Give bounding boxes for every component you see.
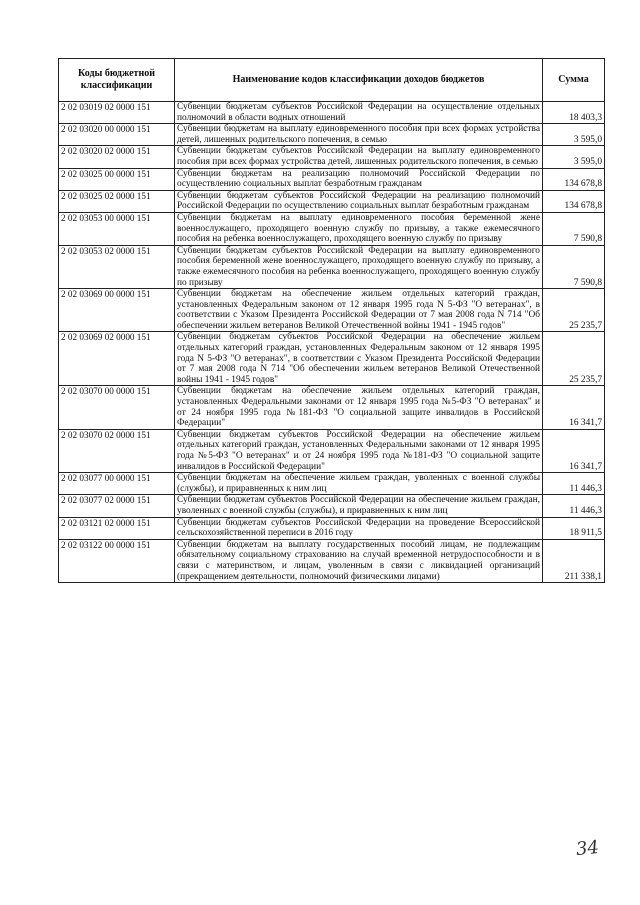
row-code: 2 02 03069 00 0000 151 [59,289,175,332]
table-body [59,102,605,583]
table-row [59,332,605,386]
row-sum: 134 678,8 [543,168,605,190]
row-code: 2 02 03025 00 0000 151 [59,168,175,190]
header-name: Наименование кодов классификации доходов бюджетов [175,59,543,102]
row-sum: 3 595,0 [543,124,605,146]
row-name: Субвенции бюджетам на выплату государственных пособий лицам, не подлежащим обязательному социальному страхованию на случай временной нетрудоспособности и в связи с материнством, и лицам, уволенным в связи с ликвидацией организаций (прекращением деятельности, полномочий физическими лицами) [175,539,543,582]
row-sum: 18 403,3 [543,102,605,124]
row-code: 2 02 03025 02 0000 151 [59,190,175,212]
row-name: Субвенции бюджетам на обеспечение жильем отдельных категорий граждан, установленных Федеральным законом от 12 января 1995 года N 5-ФЗ "О ветеранах", в соответствии с Указом Президента Российской Федерации от 7 мая 2008 года N 714 "Об обеспечении жильем ветеранов Великой Отечественной войны 1941 - 1945 годов" [175,289,543,332]
row-name: Субвенции бюджетам субъектов Российской Федерации на выплату единовременного пособия беременной жене военнослужащего, проходящего военную службу по призыву, а также ежемесячного пособия на ребенка военнослужащего, проходящего военную службу по призыву [175,245,543,288]
row-code: 2 02 03121 02 0000 151 [59,517,175,539]
row-sum: 25 235,7 [543,332,605,386]
row-code: 2 02 03077 02 0000 151 [59,495,175,517]
row-code: 2 02 03019 02 0000 151 [59,102,175,124]
table-row [59,539,605,582]
table-row [59,102,605,124]
table-row [59,146,605,168]
row-sum: 18 911,5 [543,517,605,539]
row-code: 2 02 03070 02 0000 151 [59,429,175,472]
row-code: 2 02 03122 00 0000 151 [59,539,175,582]
row-name: Субвенции бюджетам на обеспечение жильем граждан, уволенных с военной службы (службы), и приравненных к ним лиц [175,473,543,495]
table-row [59,495,605,517]
row-sum: 3 595,0 [543,146,605,168]
row-name: Субвенции бюджетам субъектов Российской Федерации на обеспечение жильем граждан, уволенных с военной службы (службы), и приравненных к ним лиц [175,495,543,517]
row-code: 2 02 03020 00 0000 151 [59,124,175,146]
handwritten-page-number: 34 [574,836,600,861]
row-sum: 7 590,8 [543,212,605,245]
table-row [59,429,605,472]
row-name: Субвенции бюджетам субъектов Российской Федерации на выплату единовременного пособия при всех формах устройства детей, лишенных родительского попечения, в семью [175,146,543,168]
header-code: Коды бюджетной классификации [59,59,175,102]
row-code: 2 02 03020 02 0000 151 [59,146,175,168]
table-row [59,190,605,212]
table-row [59,517,605,539]
row-code: 2 02 03069 02 0000 151 [59,332,175,386]
header-sum: Сумма [543,59,605,102]
budget-revenue-table [58,58,605,583]
row-name: Субвенции бюджетам субъектов Российской Федерации на реализацию полномочий Российской Федерации по осуществлению социальных выплат безработным гражданам [175,190,543,212]
table-header-row [59,59,605,102]
row-sum: 211 338,1 [543,539,605,582]
row-name: Субвенции бюджетам на реализацию полномочий Российской Федерации по осуществлению социальных выплат безработным гражданам [175,168,543,190]
row-name: Субвенции бюджетам на выплату единовременного пособия при всех формах устройства детей, лишенных родительского попечения, в семью [175,124,543,146]
row-sum: 11 446,3 [543,495,605,517]
row-code: 2 02 03077 00 0000 151 [59,473,175,495]
table-row [59,245,605,288]
row-name: Субвенции бюджетам субъектов Российской Федерации на проведение Всероссийской сельскохозяйственной переписи в 2016 году [175,517,543,539]
table-row [59,168,605,190]
row-name: Субвенции бюджетам на обеспечение жильем отдельных категорий граждан, установленных Федеральными законами от 12 января 1995 года №5-ФЗ "О ветеранах" и от 24 ноября 1995 года №181-ФЗ "О социальной защите инвалидов в Российской Федерации" [175,386,543,429]
row-sum: 16 341,7 [543,429,605,472]
row-sum: 11 446,3 [543,473,605,495]
row-name: Субвенции бюджетам на выплату единовременного пособия беременной жене военнослужащего, проходящего военную службу по призыву, а также ежемесячного пособия на ребенка военнослужащего, проходящего военную службу по призыву [175,212,543,245]
table-row [59,289,605,332]
table-row [59,473,605,495]
row-sum: 7 590,8 [543,245,605,288]
row-sum: 25 235,7 [543,289,605,332]
row-sum: 134 678,8 [543,190,605,212]
table-row [59,124,605,146]
row-name: Субвенции бюджетам субъектов Российской Федерации на обеспечение жильем отдельных категорий граждан, установленных Федеральным законом от 12 января 1995 года N 5-ФЗ "О ветеранах", в соответствии с Указом Президента Российской Федерации от 7 мая 2008 года N 714 "Об обеспечении жильем ветеранов Великой Отечественной войны 1941 - 1945 годов" [175,332,543,386]
table-row [59,386,605,429]
row-code: 2 02 03053 00 0000 151 [59,212,175,245]
row-code: 2 02 03053 02 0000 151 [59,245,175,288]
row-name: Субвенции бюджетам субъектов Российской Федерации на обеспечение жильем отдельных категорий граждан, установленных Федеральными законами от 12 января 1995 года №5-ФЗ "О ветеранах" и от 24 ноября 1995 года №181-ФЗ "О социальной защите инвалидов в Российской Федерации" [175,429,543,472]
table-row [59,212,605,245]
row-sum: 16 341,7 [543,386,605,429]
row-code: 2 02 03070 00 0000 151 [59,386,175,429]
row-name: Субвенции бюджетам субъектов Российской Федерации на осуществление отдельных полномочий в области водных отношений [175,102,543,124]
